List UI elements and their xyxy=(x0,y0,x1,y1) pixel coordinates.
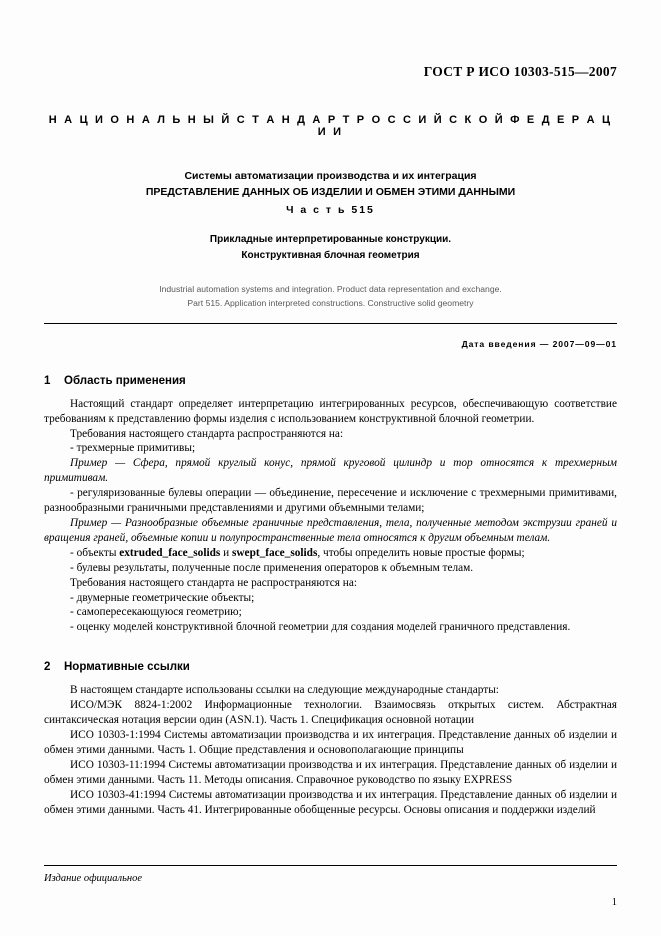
footer-divider xyxy=(44,865,617,866)
entity-extruded-face-solids: extruded_face_solids xyxy=(119,546,221,559)
example-paragraph: Пример — Сфера, прямой круглый конус, прямой круговой цилиндр и тор относятся к трехмерным примитивам. xyxy=(44,457,617,485)
list-item: - трехмерные примитивы; xyxy=(70,442,196,455)
paragraph: В настоящем стандарте использованы ссылки на следующие международные стандарты: xyxy=(70,684,499,697)
section-heading-1 xyxy=(44,375,617,387)
title-line-2: ПРЕДСТАВЛЕНИЕ ДАННЫХ ОБ ИЗДЕЛИИ И ОБМЕН ЭТИМИ ДАННЫМИ xyxy=(145,186,516,199)
english-line-2: Part 515. Application interpreted constructions. Constructive solid geometry xyxy=(187,298,474,309)
paragraph: Требования настоящего стандарта распространяются на: xyxy=(70,427,344,440)
gost-number: ГОСТ Р ИСО 10303-515—2007 xyxy=(423,64,617,79)
section-number-1: 1 xyxy=(44,374,51,387)
footer-note: Издание официальное xyxy=(44,873,143,884)
title-block xyxy=(44,168,617,216)
paragraph: Настоящий стандарт определяет интерпретацию интегрированных ресурсов, обеспечивающую соответствие требованиям к представлению формы изделия с использованием конструктивной блочной геометрии. xyxy=(44,397,617,425)
subtitle-line-2: Конструктивная блочная геометрия xyxy=(241,249,420,261)
english-line-1: Industrial automation systems and integration. Product data representation and exchange. xyxy=(159,283,502,294)
page-footer xyxy=(44,865,617,908)
english-title-block xyxy=(44,282,617,311)
list-item-entities xyxy=(44,546,617,561)
text-mid: и xyxy=(220,546,232,559)
text-before: - объекты xyxy=(70,546,120,559)
section-title-1: Область применения xyxy=(64,374,186,387)
list-item: - двумерные геометрические объекты; xyxy=(70,591,255,604)
list-item: - регуляризованные булевы операции — объединение, пересечение и исключение с трехмерными примитивами, разнообразными граничными представлениями и другими объемными телами; xyxy=(44,487,617,515)
title-line-1: Системы автоматизации производства и их интеграция xyxy=(184,170,477,182)
section-title-2: Нормативные ссылки xyxy=(64,661,190,674)
part-line: Ч а с т ь 515 xyxy=(286,203,375,216)
example-paragraph: Пример — Разнообразные объемные граничные представления, тела, полученные методом экструзии граней и вращения граней, объемные копии и полупространственные тела относятся к другим объемным телам. xyxy=(44,517,617,544)
list-item: - булевы результаты, полученные после применения операторов к объемным телам. xyxy=(70,561,474,574)
national-standard-banner: Н А Ц И О Н А Л Ь Н Ы Й С Т А Н Д А Р Т Р О С С И Й С К О Й Ф Е Д Е Р А Ц И И xyxy=(48,114,613,138)
reference-item: ИСО 10303-11:1994 Системы автоматизации производства и их интеграция. Представление данных об изделии и обмен этими данными. Часть 11. Методы описания. Справочное руководство по языку EXPRESS xyxy=(44,758,617,786)
text-after: , чтобы определить новые простые формы; xyxy=(317,546,525,559)
subtitle-block xyxy=(44,232,617,264)
section-number-2: 2 xyxy=(44,661,51,674)
reference-item: ИСО 10303-41:1994 Системы автоматизации производства и их интеграция. Представление данных об изделии и обмен этими данными. Часть 41. Интегрированные обобщенные ресурсы. Основы описания и поддержки изделий xyxy=(44,788,617,816)
section-heading-2 xyxy=(44,661,617,673)
reference-item: ИСО 10303-1:1994 Системы автоматизации производства и их интеграция. Представление данных об изделии и обмен этими данными. Часть 1. Общие представления и основополагающие принципы xyxy=(44,728,617,756)
introduction-date: Дата введения — 2007—09—01 xyxy=(461,338,617,349)
paragraph: Требования настоящего стандарта не распространяются на: xyxy=(70,576,357,589)
reference-item: ИСО/МЭК 8824-1:2002 Информационные технологии. Взаимосвязь открытых систем. Абстрактная синтаксическая нотация версии один (ASN.1). Часть 1. Спецификация основной нотации xyxy=(44,699,617,727)
list-item: - самопересекающуюся геометрию; xyxy=(70,606,242,619)
entity-swept-face-solids: swept_face_solids xyxy=(232,546,318,559)
header-divider xyxy=(44,323,617,324)
document-content xyxy=(44,50,617,817)
page-number: 1 xyxy=(611,897,617,908)
subtitle-line-1: Прикладные интерпретированные конструкции. xyxy=(209,233,452,245)
list-item: - оценку моделей конструктивной блочной геометрии для создания моделей граничного представления. xyxy=(70,621,571,634)
